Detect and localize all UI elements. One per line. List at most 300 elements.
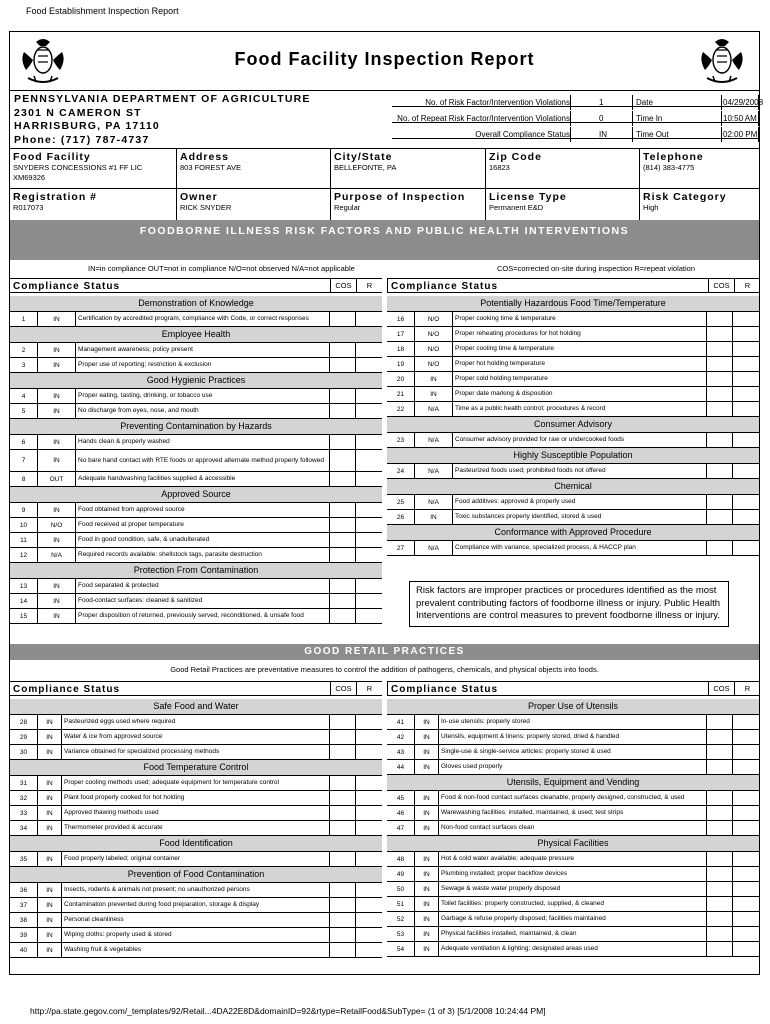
retail-note: Good Retail Practices are preventative measures to control the addition of pathogens, chemicals, and physical objects into foods. <box>170 665 599 674</box>
compliance-status: N/O <box>38 518 76 532</box>
checklist-row <box>10 358 382 373</box>
checklist-row <box>387 806 759 821</box>
cos-box[interactable] <box>707 852 733 866</box>
compliance-status: IN <box>38 450 76 471</box>
item-number: 16 <box>387 312 415 326</box>
section-heading: Physical Facilities <box>387 836 759 852</box>
compliance-status: IN <box>415 897 439 911</box>
item-description: Food additives: approved & properly used <box>453 495 707 509</box>
checklist-row <box>387 791 759 806</box>
compliance-status: IN <box>38 715 62 729</box>
cos-box[interactable] <box>707 927 733 941</box>
item-number: 53 <box>387 927 415 941</box>
checklist-row <box>387 387 759 402</box>
checklist-row <box>387 495 759 510</box>
cos-box[interactable] <box>330 389 356 403</box>
compliance-status: IN <box>38 821 62 835</box>
checklist-row <box>10 343 382 358</box>
checklist-row <box>387 342 759 357</box>
cos-box[interactable] <box>330 943 356 957</box>
compliance-status: IN <box>38 609 76 623</box>
item-number: 26 <box>387 510 415 524</box>
compliance-status: N/A <box>415 541 453 555</box>
cos-box[interactable] <box>330 730 356 744</box>
repeat-box[interactable] <box>356 609 382 623</box>
checklist-row <box>10 776 382 791</box>
compliance-status: IN <box>38 594 76 608</box>
cos-box[interactable] <box>707 867 733 881</box>
repeat-box[interactable] <box>733 715 759 729</box>
item-number: 34 <box>10 821 38 835</box>
cos-box[interactable] <box>707 495 733 509</box>
compliance-status: IN <box>415 942 439 956</box>
item-number: 43 <box>387 745 415 759</box>
compliance-status: IN <box>38 533 76 547</box>
item-description: Proper disposition of returned, previously served, reconditioned, & unsafe food <box>76 609 330 623</box>
facility-info-row: Food Facility SNYDERS CONCESSIONS #1 FF LIC XM69326 Address 803 FOREST AVE City/State BELLEFONTE, PA Zip Code 16823 Telephone (814) 383-4775 <box>10 148 759 188</box>
compliance-status: IN <box>415 806 439 820</box>
cos-box[interactable] <box>330 312 356 326</box>
repeat-box[interactable] <box>733 745 759 759</box>
compliance-status: IN <box>38 806 62 820</box>
checklist-row <box>10 472 382 487</box>
repeat-box[interactable] <box>356 928 382 942</box>
repeat-box[interactable] <box>356 435 382 449</box>
item-description: Proper cold holding temperature <box>453 372 707 386</box>
cos-box[interactable] <box>330 913 356 927</box>
item-description: Wiping cloths: properly used & stored <box>62 928 330 942</box>
section-heading: Prevention of Food Contamination <box>10 867 382 883</box>
item-number: 5 <box>10 404 38 418</box>
repeat-box[interactable] <box>733 821 759 835</box>
cos-box[interactable] <box>330 898 356 912</box>
repeat-box[interactable] <box>733 327 759 341</box>
cos-box[interactable] <box>330 548 356 562</box>
cos-box[interactable] <box>707 715 733 729</box>
item-description: Required records available: shellstock tags, parasite destruction <box>76 548 330 562</box>
cos-box[interactable] <box>330 533 356 547</box>
checklist-row <box>387 312 759 327</box>
checklist-row <box>10 548 382 563</box>
compliance-status: IN <box>38 943 62 957</box>
compliance-status: N/A <box>415 495 453 509</box>
repeat-box[interactable] <box>733 806 759 820</box>
section-heading: Utensils, Equipment and Vending <box>387 775 759 791</box>
checklist-row <box>387 867 759 882</box>
compliance-status: IN <box>415 715 439 729</box>
repeat-box[interactable] <box>356 503 382 517</box>
checklist-row <box>387 327 759 342</box>
item-description: Toxic substances properly identified, stored & used <box>453 510 707 524</box>
checklist-row <box>10 821 382 836</box>
cos-box[interactable] <box>707 433 733 447</box>
cos-box[interactable] <box>707 882 733 896</box>
repeat-box[interactable] <box>733 510 759 524</box>
item-description: Plumbing installed; proper backflow devices <box>439 867 707 881</box>
cos-box[interactable] <box>330 821 356 835</box>
compliance-status: N/O <box>415 312 453 326</box>
checklist-row <box>10 533 382 548</box>
checklist-row <box>387 897 759 912</box>
repeat-box[interactable] <box>733 372 759 386</box>
correction-legend: COS=corrected on-site during inspection R=repeat violation <box>497 264 696 273</box>
repeat-box[interactable] <box>356 715 382 729</box>
repeat-box[interactable] <box>733 882 759 896</box>
repeat-box[interactable] <box>733 927 759 941</box>
compliance-status: N/A <box>415 402 453 416</box>
compliance-status: IN <box>38 898 62 912</box>
checklist-row <box>10 503 382 518</box>
checklist-row <box>10 715 382 730</box>
item-description: Time as a public health control; procedures & record <box>453 402 707 416</box>
repeat-box[interactable] <box>356 776 382 790</box>
item-description: Insects, rodents & animals not present; no unauthorized persons <box>62 883 330 897</box>
compliance-status: IN <box>38 791 62 805</box>
cos-box[interactable] <box>707 912 733 926</box>
section-heading: Consumer Advisory <box>387 417 759 433</box>
checklist-row <box>387 821 759 836</box>
checklist-row <box>387 464 759 479</box>
compliance-status: N/O <box>415 342 453 356</box>
repeat-box[interactable] <box>356 548 382 562</box>
checklist-row <box>10 883 382 898</box>
checklist-row <box>387 760 759 775</box>
item-description: Proper use of reporting; restriction & exclusion <box>76 358 330 372</box>
repeat-box[interactable] <box>733 897 759 911</box>
checklist-row <box>387 942 759 957</box>
cos-box[interactable] <box>707 312 733 326</box>
item-number: 30 <box>10 745 38 759</box>
repeat-box[interactable] <box>356 913 382 927</box>
registration-info-row: Registration # R017073 Owner RICK SNYDER Purpose of Inspection Regular License Type Permanent E&D Risk Category High <box>10 188 759 228</box>
repeat-box[interactable] <box>356 579 382 593</box>
item-description: Contamination prevented during food preparation, storage & display <box>62 898 330 912</box>
checklist-row <box>387 372 759 387</box>
item-description: Garbage & refuse properly disposed; facilities maintained <box>439 912 707 926</box>
cos-box[interactable] <box>330 928 356 942</box>
cos-box[interactable] <box>330 776 356 790</box>
repeat-box[interactable] <box>356 883 382 897</box>
item-number: 4 <box>10 389 38 403</box>
item-description: Compliance with variance, specialized process, & HACCP plan <box>453 541 707 555</box>
cos-box[interactable] <box>330 745 356 759</box>
cos-box[interactable] <box>707 464 733 478</box>
item-number: 3 <box>10 358 38 372</box>
cos-box[interactable] <box>707 387 733 401</box>
repeat-box[interactable] <box>733 342 759 356</box>
cos-box[interactable] <box>330 715 356 729</box>
item-number: 49 <box>387 867 415 881</box>
checklist-row <box>10 389 382 404</box>
compliance-status: IN <box>38 435 76 449</box>
page-title: Food Facility Inspection Report <box>234 49 535 69</box>
section-heading: Conformance with Approved Procedure <box>387 525 759 541</box>
item-number: 35 <box>10 852 38 866</box>
repeat-box[interactable] <box>733 402 759 416</box>
checklist-row <box>387 882 759 897</box>
cos-box[interactable] <box>707 745 733 759</box>
retail-header-right: Compliance Status COS R <box>387 681 759 696</box>
section-heading: Good Hygienic Practices <box>10 373 382 389</box>
item-description: Single-use & single-service articles: properly stored & used <box>439 745 707 759</box>
checklist-row <box>10 312 382 327</box>
item-description: Proper cooling time & temperature <box>453 342 707 356</box>
window-title: Food Establishment Inspection Report <box>26 6 179 16</box>
retail-band: GOOD RETAIL PRACTICES <box>10 644 759 660</box>
compliance-status: IN <box>38 389 76 403</box>
repeat-box[interactable] <box>356 898 382 912</box>
item-description: Hot & cold water available; adequate pressure <box>439 852 707 866</box>
item-number: 38 <box>10 913 38 927</box>
compliance-status: IN <box>38 852 62 866</box>
cos-box[interactable] <box>330 609 356 623</box>
cos-box[interactable] <box>707 821 733 835</box>
item-number: 46 <box>387 806 415 820</box>
section-heading: Preventing Contamination by Hazards <box>10 419 382 435</box>
cos-box[interactable] <box>707 760 733 774</box>
item-number: 13 <box>10 579 38 593</box>
section-heading: Safe Food and Water <box>10 699 382 715</box>
repeat-box[interactable] <box>356 343 382 357</box>
item-number: 14 <box>10 594 38 608</box>
cos-box[interactable] <box>707 372 733 386</box>
status-legend: IN=in compliance OUT=not in compliance N/O=not observed N/A=not applicable <box>88 264 355 273</box>
item-description: Physical facilities installed, maintained, & clean <box>439 927 707 941</box>
cos-box[interactable] <box>330 450 356 471</box>
repeat-box[interactable] <box>356 404 382 418</box>
compliance-status: IN <box>415 821 439 835</box>
cos-box[interactable] <box>707 942 733 956</box>
item-number: 48 <box>387 852 415 866</box>
item-description: Proper eating, tasting, drinking, or tobacco use <box>76 389 330 403</box>
compliance-status: N/A <box>415 464 453 478</box>
compliance-status: IN <box>38 745 62 759</box>
cos-box[interactable] <box>707 510 733 524</box>
compliance-status: IN <box>38 883 62 897</box>
cos-box[interactable] <box>330 404 356 418</box>
item-description: Water & ice from approved source <box>62 730 330 744</box>
section-heading: Food Identification <box>10 836 382 852</box>
item-number: 22 <box>387 402 415 416</box>
item-description: Hands clean & properly washed <box>76 435 330 449</box>
compliance-status: N/O <box>415 327 453 341</box>
repeat-box[interactable] <box>356 312 382 326</box>
item-number: 42 <box>387 730 415 744</box>
item-number: 32 <box>10 791 38 805</box>
item-description: In-use utensils: properly stored <box>439 715 707 729</box>
compliance-status: IN <box>415 730 439 744</box>
cos-box[interactable] <box>330 852 356 866</box>
repeat-box[interactable] <box>733 791 759 805</box>
cos-box[interactable] <box>707 730 733 744</box>
item-description: Food properly labeled; original container <box>62 852 330 866</box>
repeat-box[interactable] <box>356 389 382 403</box>
item-number: 31 <box>10 776 38 790</box>
cos-box[interactable] <box>330 883 356 897</box>
cos-box[interactable] <box>330 343 356 357</box>
cos-box[interactable] <box>707 791 733 805</box>
item-description: Proper date marking & disposition <box>453 387 707 401</box>
compliance-status: N/A <box>38 548 76 562</box>
repeat-box[interactable] <box>733 433 759 447</box>
item-number: 41 <box>387 715 415 729</box>
violation-summary: No. of Risk Factor/Intervention Violations 1 Date 04/29/2008 No. of Repeat Risk Factor/Intervention Violations 0 Time In 10:50 AM Overall Compliance Status IN Time Out 02:00 PM <box>392 91 759 139</box>
compliance-status: IN <box>38 312 76 326</box>
checklist-row <box>387 927 759 942</box>
cos-box[interactable] <box>330 435 356 449</box>
cos-box[interactable] <box>330 594 356 608</box>
item-description: Adequate ventilation & lighting; designated areas used <box>439 942 707 956</box>
item-number: 36 <box>10 883 38 897</box>
checklist-row <box>10 579 382 594</box>
cos-box[interactable] <box>330 791 356 805</box>
repeat-box[interactable] <box>733 867 759 881</box>
cos-box[interactable] <box>330 806 356 820</box>
item-number: 15 <box>10 609 38 623</box>
cos-box[interactable] <box>330 358 356 372</box>
cos-box[interactable] <box>707 806 733 820</box>
checklist-row <box>10 791 382 806</box>
checklist-row <box>387 730 759 745</box>
item-number: 39 <box>10 928 38 942</box>
compliance-status: N/A <box>415 433 453 447</box>
repeat-box[interactable] <box>733 495 759 509</box>
section-heading: Approved Source <box>10 487 382 503</box>
repeat-box[interactable] <box>356 518 382 532</box>
item-description: Utensils, equipment & linens: properly stored, dried & handled <box>439 730 707 744</box>
repeat-box[interactable] <box>733 912 759 926</box>
cos-box[interactable] <box>707 342 733 356</box>
compliance-header-right: Compliance Status COS R <box>387 278 759 293</box>
repeat-box[interactable] <box>356 806 382 820</box>
foodborne-band: FOODBORNE ILLNESS RISK FACTORS AND PUBLIC HEALTH INTERVENTIONS <box>10 220 759 260</box>
item-number: 33 <box>10 806 38 820</box>
item-number: 8 <box>10 472 38 486</box>
item-number: 20 <box>387 372 415 386</box>
checklist-row <box>10 913 382 928</box>
item-description: Food in good condition, safe, & unadulterated <box>76 533 330 547</box>
repeat-box[interactable] <box>356 852 382 866</box>
cos-box[interactable] <box>330 503 356 517</box>
item-description: Food-contact surfaces: cleaned & sanitized <box>76 594 330 608</box>
compliance-status: IN <box>38 776 62 790</box>
repeat-box[interactable] <box>356 533 382 547</box>
item-description: Sewage & waste water properly disposed <box>439 882 707 896</box>
compliance-status: IN <box>415 882 439 896</box>
compliance-status: IN <box>38 503 76 517</box>
compliance-status: IN <box>415 912 439 926</box>
checklist-row <box>10 450 382 472</box>
section-heading: Highly Susceptible Population <box>387 448 759 464</box>
item-description: Adequate handwashing facilities supplied & accessible <box>76 472 330 486</box>
item-number: 28 <box>10 715 38 729</box>
item-number: 37 <box>10 898 38 912</box>
item-number: 17 <box>387 327 415 341</box>
item-description: Management awareness; policy present <box>76 343 330 357</box>
item-description: Pasteurized eggs used where required <box>62 715 330 729</box>
item-description: Thermometer provided & accurate <box>62 821 330 835</box>
repeat-box[interactable] <box>733 357 759 371</box>
item-description: Food separated & protected <box>76 579 330 593</box>
item-number: 21 <box>387 387 415 401</box>
item-description: Food & non-food contact surfaces cleanable, properly designed, constructed, & used <box>439 791 707 805</box>
compliance-status: IN <box>415 745 439 759</box>
compliance-status: IN <box>415 927 439 941</box>
repeat-box[interactable] <box>733 730 759 744</box>
section-heading: Proper Use of Utensils <box>387 699 759 715</box>
item-number: 54 <box>387 942 415 956</box>
item-number: 45 <box>387 791 415 805</box>
item-number: 29 <box>10 730 38 744</box>
repeat-box[interactable] <box>733 387 759 401</box>
checklist-row <box>10 852 382 867</box>
item-description: Consumer advisory provided for raw or undercooked foods <box>453 433 707 447</box>
compliance-header-left: Compliance Status COS R <box>10 278 382 293</box>
item-description: Washing fruit & vegetables <box>62 943 330 957</box>
item-description: Toilet facilities: properly constructed, supplied, & cleaned <box>439 897 707 911</box>
section-heading: Potentially Hazardous Food Time/Temperature <box>387 296 759 312</box>
checklist-row <box>10 404 382 419</box>
section-heading: Food Temperature Control <box>10 760 382 776</box>
section-heading: Demonstration of Knowledge <box>10 296 382 312</box>
item-number: 52 <box>387 912 415 926</box>
cos-box[interactable] <box>707 402 733 416</box>
repeat-box[interactable] <box>356 730 382 744</box>
cos-box[interactable] <box>707 357 733 371</box>
repeat-box[interactable] <box>733 760 759 774</box>
item-number: 7 <box>10 450 38 471</box>
item-description: Gloves used properly <box>439 760 707 774</box>
item-description: Proper hot holding temperature <box>453 357 707 371</box>
item-number: 27 <box>387 541 415 555</box>
cos-box[interactable] <box>330 472 356 486</box>
compliance-status: IN <box>38 913 62 927</box>
risk-factors-note: Risk factors are improper practices or procedures identified as the most prevalent contributing factors of foodborne illness or injury. Public Health Interventions are control measures to prevent foodborne illness or injury. <box>409 581 729 627</box>
repeat-box[interactable] <box>356 943 382 957</box>
repeat-box[interactable] <box>356 594 382 608</box>
compliance-status: OUT <box>38 472 76 486</box>
repeat-box[interactable] <box>356 791 382 805</box>
repeat-box[interactable] <box>733 312 759 326</box>
repeat-box[interactable] <box>733 942 759 956</box>
report-header <box>10 32 759 91</box>
compliance-status: IN <box>415 387 453 401</box>
item-number: 2 <box>10 343 38 357</box>
repeat-box[interactable] <box>733 541 759 555</box>
item-description: Variance obtained for specialized processing methods <box>62 745 330 759</box>
item-number: 23 <box>387 433 415 447</box>
cos-box[interactable] <box>330 518 356 532</box>
cos-box[interactable] <box>707 327 733 341</box>
repeat-box[interactable] <box>356 472 382 486</box>
repeat-box[interactable] <box>356 450 382 471</box>
repeat-box[interactable] <box>356 745 382 759</box>
checklist-row <box>10 943 382 958</box>
item-description: Food received at proper temperature <box>76 518 330 532</box>
repeat-box[interactable] <box>733 464 759 478</box>
compliance-status: IN <box>415 791 439 805</box>
checklist-row <box>10 928 382 943</box>
repeat-box[interactable] <box>356 358 382 372</box>
cos-box[interactable] <box>330 579 356 593</box>
cos-box[interactable] <box>707 897 733 911</box>
checklist-row <box>387 912 759 927</box>
pennsylvania-seal-icon <box>695 36 749 88</box>
item-description: Personal cleanliness <box>62 913 330 927</box>
repeat-box[interactable] <box>356 821 382 835</box>
cos-box[interactable] <box>707 541 733 555</box>
repeat-box[interactable] <box>733 852 759 866</box>
